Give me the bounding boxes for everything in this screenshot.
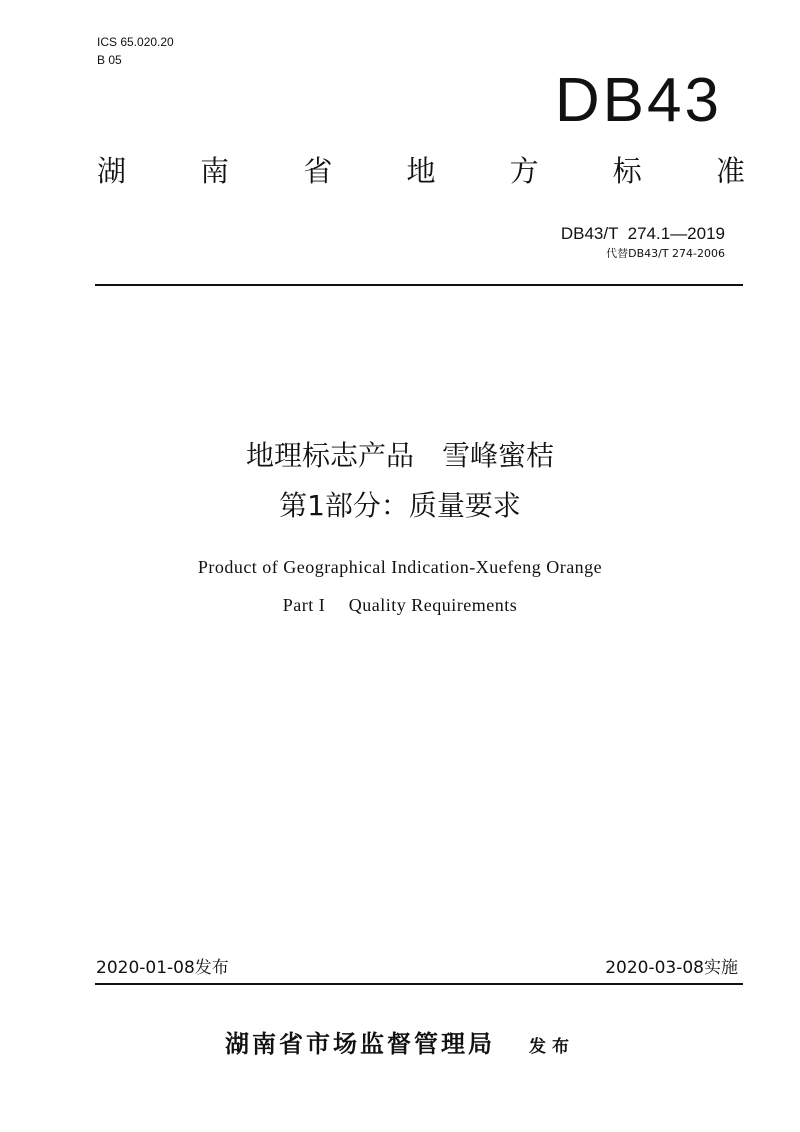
standard-type-char: 省	[303, 154, 333, 188]
classification-codes	[97, 33, 174, 69]
implement-date: 2020-03-08实施	[605, 958, 738, 978]
standard-type-char: 地	[406, 154, 436, 188]
en-title-line2: Part I Quality Requirements	[282, 595, 518, 615]
cn-title-line1: 地理标志产品 雪峰蜜桔	[245, 439, 554, 472]
issuer-action: 发布	[529, 1037, 575, 1057]
standard-type-char: 准	[715, 154, 745, 188]
standard-number-block	[561, 222, 725, 262]
ics-code: ICS 65.020.20	[97, 35, 174, 49]
issue-date: 2020-01-08发布	[96, 958, 229, 978]
replaces-note: 代替DB43/T 274-2006	[606, 247, 725, 260]
standard-type-char: 方	[509, 154, 539, 188]
standard-type-title	[97, 149, 745, 193]
standard-type-char: 南	[200, 154, 230, 188]
db-code: DB43	[554, 66, 722, 135]
standard-type-char: 湖	[97, 154, 127, 188]
issuer-line	[0, 1024, 800, 1067]
issuer-organization: 湖南省市场监督管理局	[225, 1030, 495, 1058]
en-title-line1: Product of Geographical Indication-Xuefeng Orange	[197, 557, 603, 577]
ccs-code: B 05	[97, 53, 122, 67]
standard-type-char: 标	[612, 154, 642, 188]
standard-number: DB43/T 274.1—2019	[560, 224, 725, 243]
cn-title-line2: 第1部分：质量要求	[279, 489, 521, 522]
footer-divider	[95, 983, 743, 985]
header-divider	[95, 284, 743, 286]
